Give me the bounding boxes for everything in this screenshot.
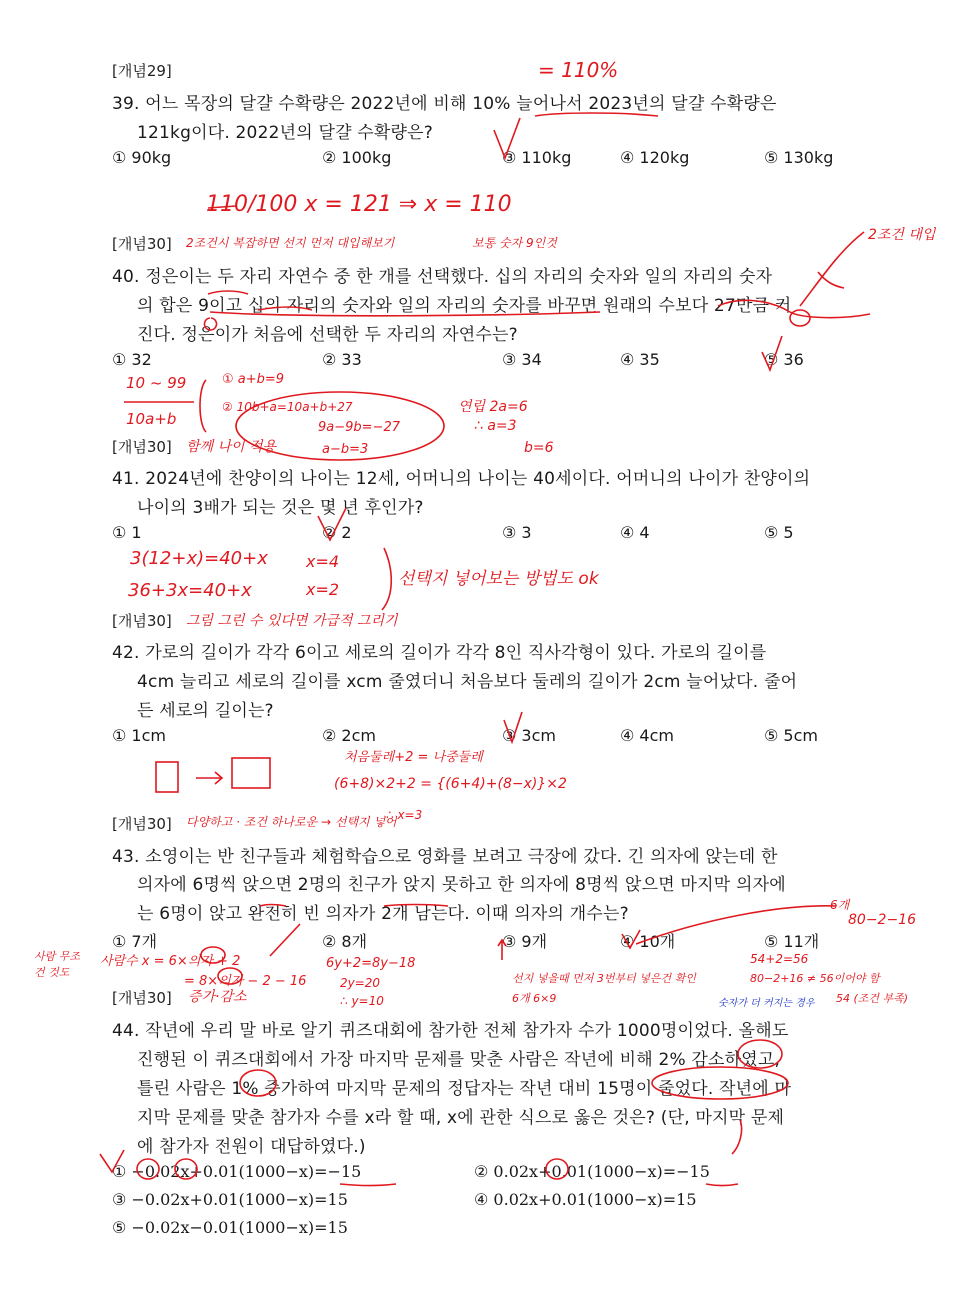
handwritten-work: b=6	[524, 440, 554, 456]
handwritten-work: 6y+2=8y−18	[326, 956, 416, 971]
concept-label: [개념30]	[112, 612, 172, 630]
handwritten-work: 54+2=56	[750, 952, 809, 966]
handwritten-note: 다양하고 · 조건 하나로운 → 선택지 넣어	[186, 815, 397, 829]
question-40-line-3: 진다. 정은이가 처음에 선택한 두 자리의 자연수는?	[137, 325, 518, 345]
handwritten-note: 함께 나이 적용	[186, 439, 277, 455]
q39-option-1[interactable]: ① 90kg	[112, 148, 172, 167]
q41-option-1[interactable]: ① 1	[112, 523, 142, 542]
handwritten-work: 10 ~ 99	[126, 374, 187, 392]
handwritten-note-blue: 숫자가 더 커지는 경우	[718, 998, 815, 1009]
handwritten-work: x=2	[306, 580, 340, 599]
handwritten-work: x=4	[306, 552, 340, 571]
concept-label: [개념30]	[112, 235, 172, 253]
q42-option-4[interactable]: ④ 4cm	[620, 726, 674, 745]
handwritten-work: ∴ y=10	[340, 994, 384, 1008]
q42-option-2[interactable]: ② 2cm	[322, 726, 376, 745]
question-44-line-1: 44. 작년에 우리 말 바로 알기 퀴즈대회에 참가한 전체 참가자 수가 1000명이었다. 올해도	[112, 1021, 789, 1041]
q41-option-3[interactable]: ③ 3	[502, 523, 532, 542]
handwritten-work: a−b=3	[322, 442, 369, 457]
concept-label: [개념30]	[112, 989, 172, 1007]
question-41-line-2: 나이의 3배가 되는 것은 몇 년 후인가?	[137, 498, 424, 518]
q44-option-5[interactable]: ⑤ −0.02x−0.01(1000−x)=15	[112, 1218, 348, 1237]
handwritten-work: 2y=20	[340, 976, 381, 990]
q39-option-4[interactable]: ④ 120kg	[620, 148, 690, 167]
q40-option-3[interactable]: ③ 34	[502, 350, 542, 369]
handwritten-work: 36+3x=40+x	[128, 580, 252, 601]
handwritten-note: 선택지 넣어보는 방법도 ok	[398, 569, 599, 589]
handwritten-note: = 110%	[538, 58, 619, 82]
handwritten-work: 10a+b	[126, 410, 177, 428]
handwritten-work: 80−2+16 ≠ 56이어야 함	[750, 972, 880, 985]
question-42-line-1: 42. 가로의 길이가 각각 6이고 세로의 길이가 각각 8인 직사각형이 있다. 가로의 길이를	[112, 643, 767, 663]
handwritten-note: 보통 숫자 9인것	[472, 236, 557, 250]
question-44-line-3: 틀린 사람은 1% 증가하여 마지막 문제의 정답자는 작년 대비 15명이 줄었다. 작년에 마	[137, 1079, 792, 1099]
handwritten-note: 2조건 대입	[868, 227, 936, 243]
q41-option-2[interactable]: ② 2	[322, 523, 352, 542]
q40-option-2[interactable]: ② 33	[322, 350, 362, 369]
handwritten-note: 증가·감소	[188, 989, 247, 1005]
handwritten-note: 6개 6×9	[512, 992, 557, 1005]
handwritten-work: ∴ a=3	[474, 418, 517, 434]
question-39-line-2: 121kg이다. 2022년의 달걀 수확량은?	[137, 123, 434, 143]
handwritten-work: 54 (조건 부족)	[836, 992, 909, 1005]
handwritten-work: 처음둘레+2 = 나중둘레	[344, 750, 483, 765]
handwritten-work: 3(12+x)=40+x	[130, 548, 268, 569]
q42-option-1[interactable]: ① 1cm	[112, 726, 166, 745]
handwritten-equation: 110/100 x = 121 ⇒ x = 110	[206, 192, 512, 217]
handwritten-work: 연립 2a=6	[458, 399, 528, 415]
question-43-line-1: 43. 소영이는 반 친구들과 체험학습으로 영화를 보려고 극장에 갔다. 긴 의자에 앉는데 한	[112, 847, 778, 867]
handwritten-work: ② 10b+a=10a+b+27	[222, 400, 353, 414]
q41-option-5[interactable]: ⑤ 5	[764, 523, 794, 542]
handwritten-note: 선지 넣을때 먼저 3번부터 넣은건 확인	[512, 972, 696, 985]
q40-option-5[interactable]: ⑤ 36	[764, 350, 804, 369]
q43-option-5[interactable]: ⑤ 11개	[764, 932, 820, 951]
handwritten-work: 6개	[830, 898, 850, 912]
q44-option-4[interactable]: ④ 0.02x+0.01(1000−x)=15	[474, 1190, 697, 1209]
handwritten-work: ∴ x=3	[386, 808, 423, 822]
q41-option-4[interactable]: ④ 4	[620, 523, 650, 542]
question-42-line-2: 4cm 늘리고 세로의 길이를 xcm 줄였더니 처음보다 둘레의 길이가 2cm 늘어났다. 줄어	[137, 672, 798, 692]
handwritten-note: 그림 그린 수 있다면 가급적 그리기	[186, 613, 398, 629]
q43-option-3[interactable]: ③ 9개	[502, 932, 548, 951]
q39-option-2[interactable]: ② 100kg	[322, 148, 392, 167]
q42-option-3[interactable]: ③ 3cm	[502, 726, 556, 745]
q43-option-4[interactable]: ④ 10개	[620, 932, 676, 951]
concept-label: [개념30]	[112, 815, 172, 833]
question-43-line-3: 는 6명이 앉고 완전히 빈 의자가 2개 남는다. 이때 의자의 개수는?	[137, 904, 629, 924]
question-43-line-2: 의자에 6명씩 앉으면 2명의 친구가 앉지 못하고 한 의자에 8명씩 앉으면 마지막 의자에	[137, 875, 786, 895]
question-41-line-1: 41. 2024년에 찬양이의 나이는 12세, 어머니의 나이는 40세이다. 어머니의 나이가 찬양이의	[112, 469, 811, 489]
question-44-line-4: 지막 문제를 맞춘 참가자 수를 x라 할 때, x에 관한 식으로 옳은 것은? (단, 마지막 문제	[137, 1108, 785, 1128]
question-42-line-3: 든 세로의 길이는?	[137, 701, 274, 721]
q43-option-2[interactable]: ② 8개	[322, 932, 368, 951]
q39-option-5[interactable]: ⑤ 130kg	[764, 148, 834, 167]
q42-option-5[interactable]: ⑤ 5cm	[764, 726, 818, 745]
q40-option-1[interactable]: ① 32	[112, 350, 152, 369]
q44-option-3[interactable]: ③ −0.02x+0.01(1000−x)=15	[112, 1190, 348, 1209]
q40-option-4[interactable]: ④ 35	[620, 350, 660, 369]
handwritten-note: 사람 무조건 것도	[34, 950, 81, 979]
q44-option-2[interactable]: ② 0.02x+0.01(1000−x)=−15	[474, 1162, 710, 1181]
handwritten-work: (6+8)×2+2 = {(6+4)+(8−x)}×2	[334, 776, 567, 792]
question-44-line-2: 진행된 이 퀴즈대회에서 가장 마지막 문제를 맞춘 사람은 작년에 비해 2% 감소하였고,	[137, 1050, 781, 1070]
handwritten-work: 사람수 x = 6×의자 + 2	[100, 954, 241, 969]
handwritten-note: 2조건시 복잡하면 선지 먼저 대입해보기	[186, 236, 395, 250]
q43-option-1[interactable]: ① 7개	[112, 932, 158, 951]
handwritten-work: = 8×의자 − 2 − 16	[184, 974, 307, 989]
concept-label: [개념30]	[112, 438, 172, 456]
question-39-line-1: 39. 어느 목장의 달걀 수확량은 2022년에 비해 10% 늘어나서 2023년의 달걀 수확량은	[112, 94, 777, 114]
q39-option-3[interactable]: ③ 110kg	[502, 148, 572, 167]
question-40-line-1: 40. 정은이는 두 자리 자연수 중 한 개를 선택했다. 십의 자리의 숫자와 일의 자리의 숫자	[112, 267, 773, 287]
concept-label: [개념29]	[112, 62, 172, 80]
question-40-line-2: 의 합은 9이고 십의 자리의 숫자와 일의 자리의 숫자를 바꾸면 원래의 수보다 27만큼 커	[137, 296, 792, 316]
handwritten-work: 9a−9b=−27	[318, 420, 400, 435]
q44-option-1[interactable]: ① −0.02x+0.01(1000−x)=−15	[112, 1162, 362, 1181]
handwritten-work: ① a+b=9	[222, 372, 285, 387]
question-44-line-5: 에 참가자 전원이 대답하였다.)	[137, 1137, 366, 1157]
handwritten-work: 80−2−16	[848, 912, 916, 928]
